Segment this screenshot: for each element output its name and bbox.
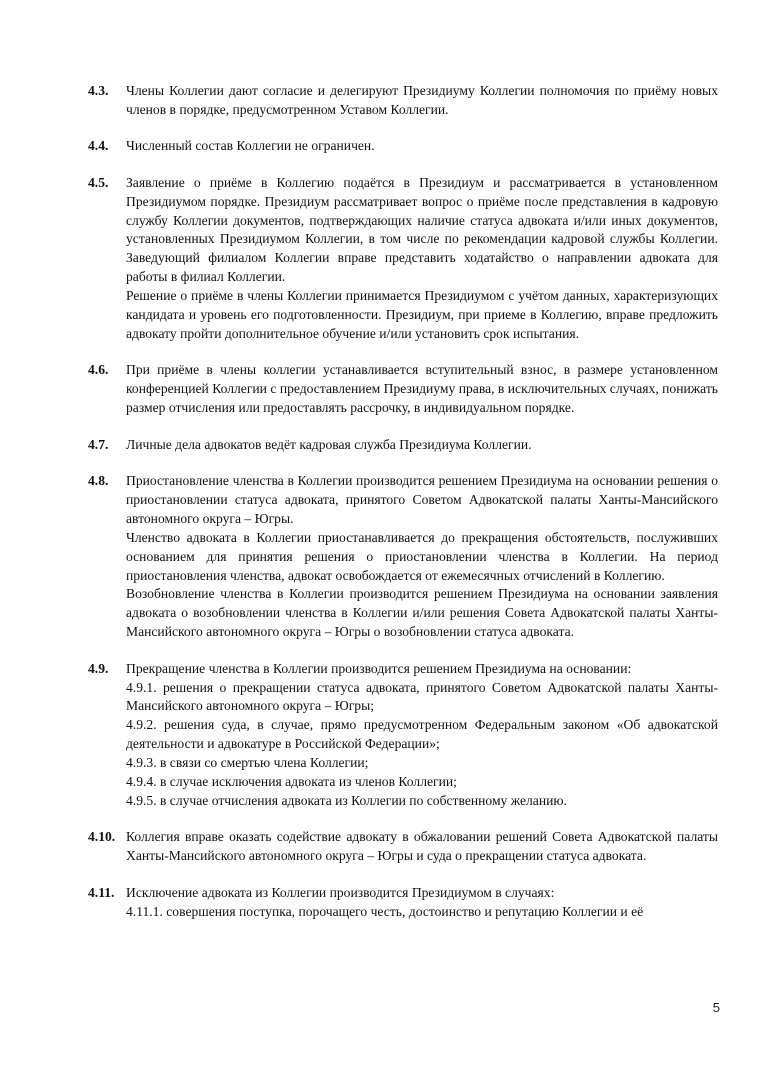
section-number: 4.5. [88,174,109,190]
subparagraph: 4.9.5. в случае отчисления адвоката из Коллегии по собственному желанию. [126,793,567,808]
paragraph: Решение о приёме в члены Коллегии принимается Президиумом с учётом данных, характеризующих кандидата и уровень его подготовленности. Президиум, при приеме в Коллегию, вправе предложить адвокату пройти дополнительное обучение и/или установить срок испытания. [126,288,718,341]
section-number: 4.9. [88,660,109,676]
section-text [126,660,718,811]
subparagraph: 4.9.3. в связи со смертью члена Коллегии; [126,755,369,771]
paragraph: Прекращение членства в Коллегии производится решением Президиума на основании: [126,660,632,676]
page-number: 5 [712,1000,720,1015]
section-4-8 [88,472,718,642]
section-text [126,174,718,344]
section-text [126,436,718,455]
section-number: 4.6. [88,362,109,378]
section-number: 4.7. [88,436,109,452]
paragraph: Приостановление членства в Коллегии производится решением Президиума на основании решения о приостановлении статуса адвоката, принятого Советом Адвокатской палаты Ханты-Мансийского автономного округа – Югры. [126,473,718,526]
section-text [126,884,718,922]
section-4-10 [88,828,718,866]
paragraph: Заявление о приёме в Коллегию подаётся в Президиум и рассматривается в установленном Президиумом порядке. Президиум рассматривает вопрос о приёме после представления в кадровую службу Коллегии документов, подтверждающих наличие статуса адвоката и/или иных документов, установленных Президиумом Коллегии, в том числе по рекомендации кадровой службы Коллегии. Заведующий филиалом Коллегии вправе представить ходатайство о направлении адвоката для работы в филиал Коллегии. [126,174,718,285]
paragraph: Исключение адвоката из Коллегии производится Президиумом в случаях: [126,884,555,900]
section-number: 4.4. [88,138,109,154]
section-number: 4.11. [88,884,115,900]
section-4-5 [88,174,718,344]
section-4-9 [88,660,718,811]
section-4-11 [88,884,718,922]
paragraph: Члены Коллегии дают согласие и делегируют Президиуму Коллегии полномочия по приёму новых членов в порядке, предусмотренном Уставом Коллегии. [126,83,718,117]
section-number: 4.10. [88,829,116,845]
subparagraph: 4.9.2. решения суда, в случае, прямо предусмотренном Федеральным законом «Об адвокатской деятельности и адвокатуре в Российской Федерации»; [126,717,718,752]
paragraph: Возобновление членства в Коллегии производится решением Президиума на основании заявления адвоката о возобновлении членства в Коллегии и/или решения Совета Адвокатской палаты Ханты-Мансийского автономного округа – Югры о возобновлении статуса адвоката. [126,586,718,640]
section-4-4 [88,137,718,156]
paragraph: Численный состав Коллегии не ограничен. [126,138,375,154]
section-4-6 [88,361,718,418]
section-text [126,137,718,156]
subparagraph: 4.9.4. в случае исключения адвоката из членов Коллегии; [126,774,457,790]
section-text [126,82,718,120]
section-4-7 [88,436,718,455]
subparagraph: 4.11.1. совершения поступка, порочащего честь, достоинство и репутацию Коллегии и её [126,903,644,919]
section-text [126,472,718,642]
section-text [126,361,718,418]
subparagraph: 4.9.1. решения о прекращении статуса адвоката, принятого Советом Адвокатской палаты Ханты-Мансийского автономного округа – Югры; [126,679,718,714]
document-body [88,82,718,939]
section-number: 4.8. [88,473,109,488]
section-text [126,828,718,866]
paragraph: При приёме в члены коллегии устанавливается вступительный взнос, в размере установленном конференцией Коллегии с предоставлением Президиуму права, в исключительных случаях, понижать размер отчисления или предоставлять рассрочку, в индивидуальном порядке. [126,362,718,416]
paragraph: Членство адвоката в Коллегии приостанавливается до прекращения обстоятельств, послуживших основанием для принятия решения о приостановлении членства в Коллегии. На период приостановления членства, адвокат освобождается от ежемесячных отчислений в Коллегию. [126,529,718,583]
paragraph: Личные дела адвокатов ведёт кадровая служба Президиума Коллегии. [126,436,532,452]
paragraph: Коллегия вправе оказать содействие адвокату в обжаловании решений Совета Адвокатской палаты Ханты-Мансийского автономного округа – Югры и суда о прекращении статуса адвоката. [126,829,718,864]
section-number: 4.3. [88,83,109,98]
section-4-3 [88,82,718,120]
